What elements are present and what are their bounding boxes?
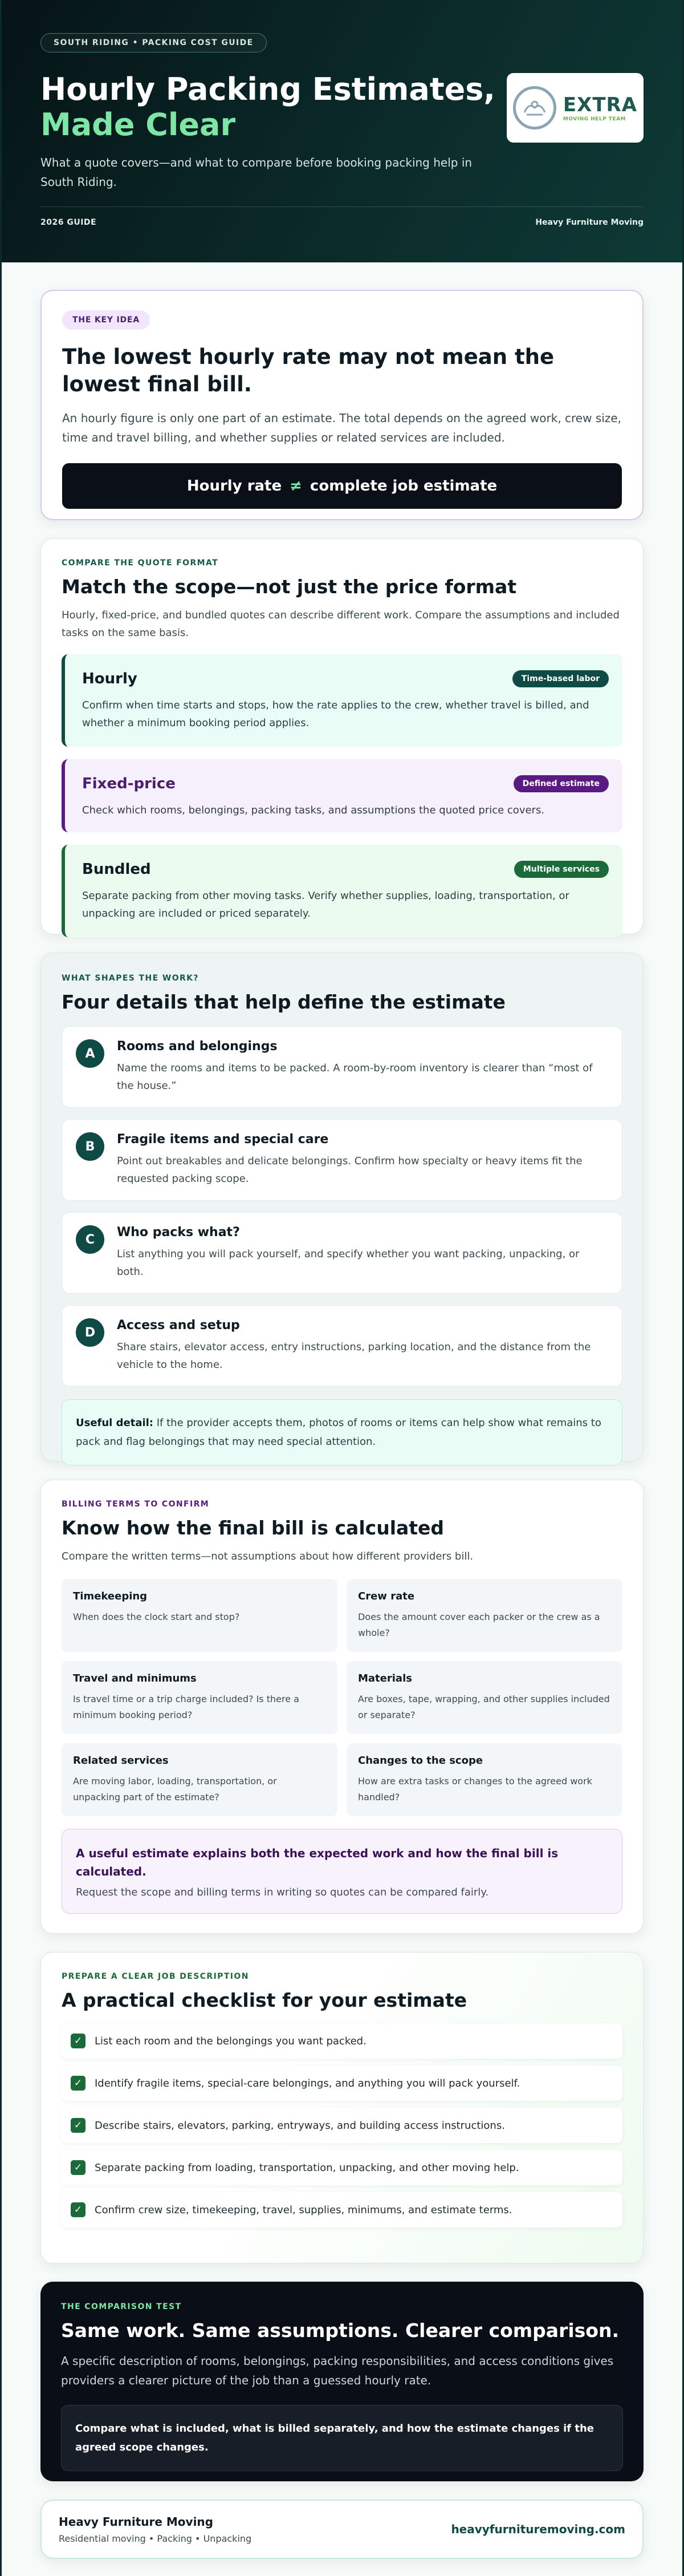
- useful-detail-callout: [62, 1399, 622, 1465]
- detail-item: [62, 1305, 622, 1387]
- brand-logo: [507, 73, 644, 143]
- format-title: Fixed-price: [82, 775, 176, 792]
- checkmark-icon: ✓: [71, 2202, 85, 2217]
- term-description: Are boxes, tape, wrapping, and other supplies included or separate?: [358, 1694, 610, 1720]
- term-description: How are extra tasks or changes to the agreed work handled?: [358, 1776, 592, 1803]
- logo-emblem-icon: [513, 86, 556, 129]
- detail-item: [62, 1212, 622, 1294]
- main-content: [2, 262, 682, 2559]
- checklist-card: [40, 1952, 644, 2263]
- key-idea-pill: THE KEY IDEA: [62, 310, 150, 330]
- section-description: A specific description of rooms, belongings, packing responsibilities, and access conditions gives providers a clearer picture of the job than a guessed hourly rate.: [61, 2354, 614, 2387]
- hero-divider: [40, 206, 644, 207]
- checklist-item: [62, 2192, 622, 2227]
- section-eyebrow: THE COMPARISON TEST: [61, 2302, 182, 2311]
- checkmark-icon: ✓: [71, 2076, 85, 2091]
- logo-tagline: MOVING HELP TEAM: [563, 116, 626, 122]
- compare-format-card: [40, 538, 644, 934]
- useful-estimate-callout: [62, 1829, 622, 1914]
- format-badge: Multiple services: [514, 861, 609, 878]
- footer-services: Residential moving • Packing • Unpacking: [59, 2533, 252, 2544]
- section-description: Hourly, fixed-price, and bundled quotes can describe different work. Compare the assumptions and included tasks on the same basis.: [62, 609, 620, 639]
- format-badge: Time-based labor: [512, 670, 609, 687]
- term-description: Does the amount cover each packer or the crew as a whole?: [358, 1611, 600, 1638]
- guide-year: 2026 GUIDE: [40, 218, 97, 227]
- useful-detail-label: Useful detail:: [76, 1417, 154, 1429]
- billing-terms-grid: [62, 1579, 622, 1816]
- billing-term: [347, 1743, 622, 1816]
- title-line-1: Hourly Packing Estimates,: [40, 71, 495, 107]
- section-eyebrow: BILLING TERMS TO CONFIRM: [62, 1500, 210, 1509]
- bar-left-text: Hourly rate: [186, 477, 282, 495]
- brand-name: Heavy Furniture Moving: [535, 218, 644, 227]
- detail-title: Who packs what?: [117, 1225, 240, 1240]
- billing-term: [347, 1661, 622, 1734]
- term-title: Materials: [358, 1672, 412, 1684]
- key-idea-card: [40, 290, 644, 520]
- bar-right-text: complete job estimate: [310, 477, 498, 495]
- checklist-item: [62, 2150, 622, 2185]
- detail-item: [62, 1026, 622, 1108]
- detail-letter-badge: D: [76, 1318, 104, 1347]
- detail-letter-badge: A: [76, 1039, 104, 1068]
- format-title: Bundled: [82, 861, 151, 878]
- section-title: Same work. Same assumptions. Clearer comparison.: [61, 2319, 619, 2342]
- format-fixed-price: [62, 759, 622, 832]
- billing-term: [62, 1661, 337, 1734]
- checklist-item: [62, 2065, 622, 2101]
- format-description: Confirm when time starts and stops, how the rate applies to the crew, whether travel is billed, and whether a minimum booking period applies.: [82, 699, 589, 729]
- hero-header: [2, 0, 682, 262]
- detail-letter-badge: B: [76, 1132, 104, 1161]
- format-badge: Defined estimate: [514, 775, 609, 792]
- checkmark-icon: ✓: [71, 2034, 85, 2048]
- callout-description: Request the scope and billing terms in writing so quotes can be compared fairly.: [76, 1886, 489, 1898]
- section-title: Four details that help define the estimate: [62, 991, 506, 1013]
- website-link[interactable]: heavyfurnituremoving.com: [451, 2522, 625, 2536]
- term-title: Changes to the scope: [358, 1755, 483, 1767]
- checklist-text: List each room and the belongings you want packed.: [95, 2035, 367, 2047]
- comparison-callout: Compare what is included, what is billed separately, and how the estimate changes if the agreed scope changes.: [61, 2405, 623, 2471]
- term-title: Travel and minimums: [73, 1672, 197, 1684]
- logo-wordmark: EXTRA: [563, 94, 638, 116]
- term-description: Is travel time or a trip charge included? Is there a minimum booking period?: [73, 1694, 299, 1720]
- section-eyebrow: COMPARE THE QUOTE FORMAT: [62, 558, 219, 568]
- detail-title: Rooms and belongings: [117, 1039, 278, 1054]
- format-description: Check which rooms, belongings, packing tasks, and assumptions the quoted price covers.: [82, 804, 545, 816]
- format-description: Separate packing from other moving tasks. Verify whether supplies, loading, transportation, or unpacking are included or priced separately.: [82, 890, 569, 920]
- term-description: When does the clock start and stop?: [73, 1611, 240, 1622]
- detail-description: Name the rooms and items to be packed. A room-by-room inventory is clearer than “most of the house.”: [117, 1062, 593, 1092]
- detail-description: Point out breakables and delicate belongings. Confirm how specialty or heavy items fit the requested packing scope.: [117, 1155, 583, 1185]
- useful-detail-text: If the provider accepts them, photos of rooms or items can help show what remains to pack and flag belongings that may need special attention.: [76, 1417, 601, 1448]
- billing-term: [347, 1579, 622, 1652]
- footer-company-name: Heavy Furniture Moving: [59, 2514, 213, 2529]
- checklist-text: Describe stairs, elevators, parking, entryways, and building access instructions.: [95, 2119, 505, 2132]
- title-line-2: Made Clear: [40, 107, 236, 143]
- checklist-item: [62, 2023, 622, 2059]
- format-hourly: [62, 654, 622, 747]
- hero-subtitle: What a quote covers—and what to compare before booking packing help in South Riding.: [40, 156, 473, 189]
- section-title: A practical checklist for your estimate: [62, 1989, 467, 2011]
- footer-card: [40, 2500, 644, 2559]
- billing-terms-card: [40, 1480, 644, 1934]
- section-description: Compare the written terms—not assumptions about how different providers bill.: [62, 1550, 474, 1562]
- checklist: [62, 2023, 622, 2227]
- checklist-text: Identify fragile items, special-care belongings, and anything you will pack yourself.: [95, 2077, 520, 2089]
- key-idea-title: The lowest hourly rate may not mean the lowest final bill.: [62, 345, 555, 396]
- checklist-item: [62, 2108, 622, 2143]
- rate-vs-estimate-bar: [62, 463, 622, 509]
- billing-term: [62, 1579, 337, 1652]
- checklist-text: Confirm crew size, timekeeping, travel, supplies, minimums, and estimate terms.: [95, 2204, 512, 2216]
- detail-letter-badge: C: [76, 1225, 104, 1254]
- section-title: Match the scope—not just the price format: [62, 576, 517, 598]
- format-title: Hourly: [82, 670, 137, 687]
- callout-title: A useful estimate explains both the expected work and how the final bill is calculated.: [76, 1846, 559, 1878]
- key-idea-body: An hourly figure is only one part of an estimate. The total depends on the agreed work, crew size, time and travel billing, and whether supplies or related services are included.: [62, 411, 621, 444]
- detail-description: Share stairs, elevator access, entry instructions, parking location, and the distance from the vehicle to the home.: [117, 1341, 591, 1371]
- term-title: Timekeeping: [73, 1590, 148, 1602]
- section-eyebrow: WHAT SHAPES THE WORK?: [62, 974, 199, 983]
- detail-item: [62, 1119, 622, 1201]
- section-eyebrow: PREPARE A CLEAR JOB DESCRIPTION: [62, 1972, 249, 1981]
- format-bundled: [62, 845, 622, 937]
- term-description: Are moving labor, loading, transportation, or unpacking part of the estimate?: [73, 1776, 277, 1803]
- category-chip: SOUTH RIDING • PACKING COST GUIDE: [40, 33, 267, 52]
- detail-description: List anything you will pack yourself, and specify whether you want packing, unpacking, or both.: [117, 1248, 580, 1278]
- detail-title: Access and setup: [117, 1318, 240, 1332]
- checklist-text: Separate packing from loading, transportation, unpacking, and other moving help.: [95, 2161, 519, 2174]
- section-title: Know how the final bill is calculated: [62, 1517, 445, 1539]
- comparison-test-card: [40, 2282, 644, 2481]
- term-title: Related services: [73, 1755, 169, 1767]
- checkmark-icon: ✓: [71, 2118, 85, 2133]
- billing-term: [62, 1743, 337, 1816]
- detail-title: Fragile items and special care: [117, 1132, 329, 1147]
- term-title: Crew rate: [358, 1590, 415, 1602]
- four-details-card: [40, 953, 644, 1461]
- not-equal-icon: ≠: [290, 477, 302, 495]
- checkmark-icon: ✓: [71, 2160, 85, 2175]
